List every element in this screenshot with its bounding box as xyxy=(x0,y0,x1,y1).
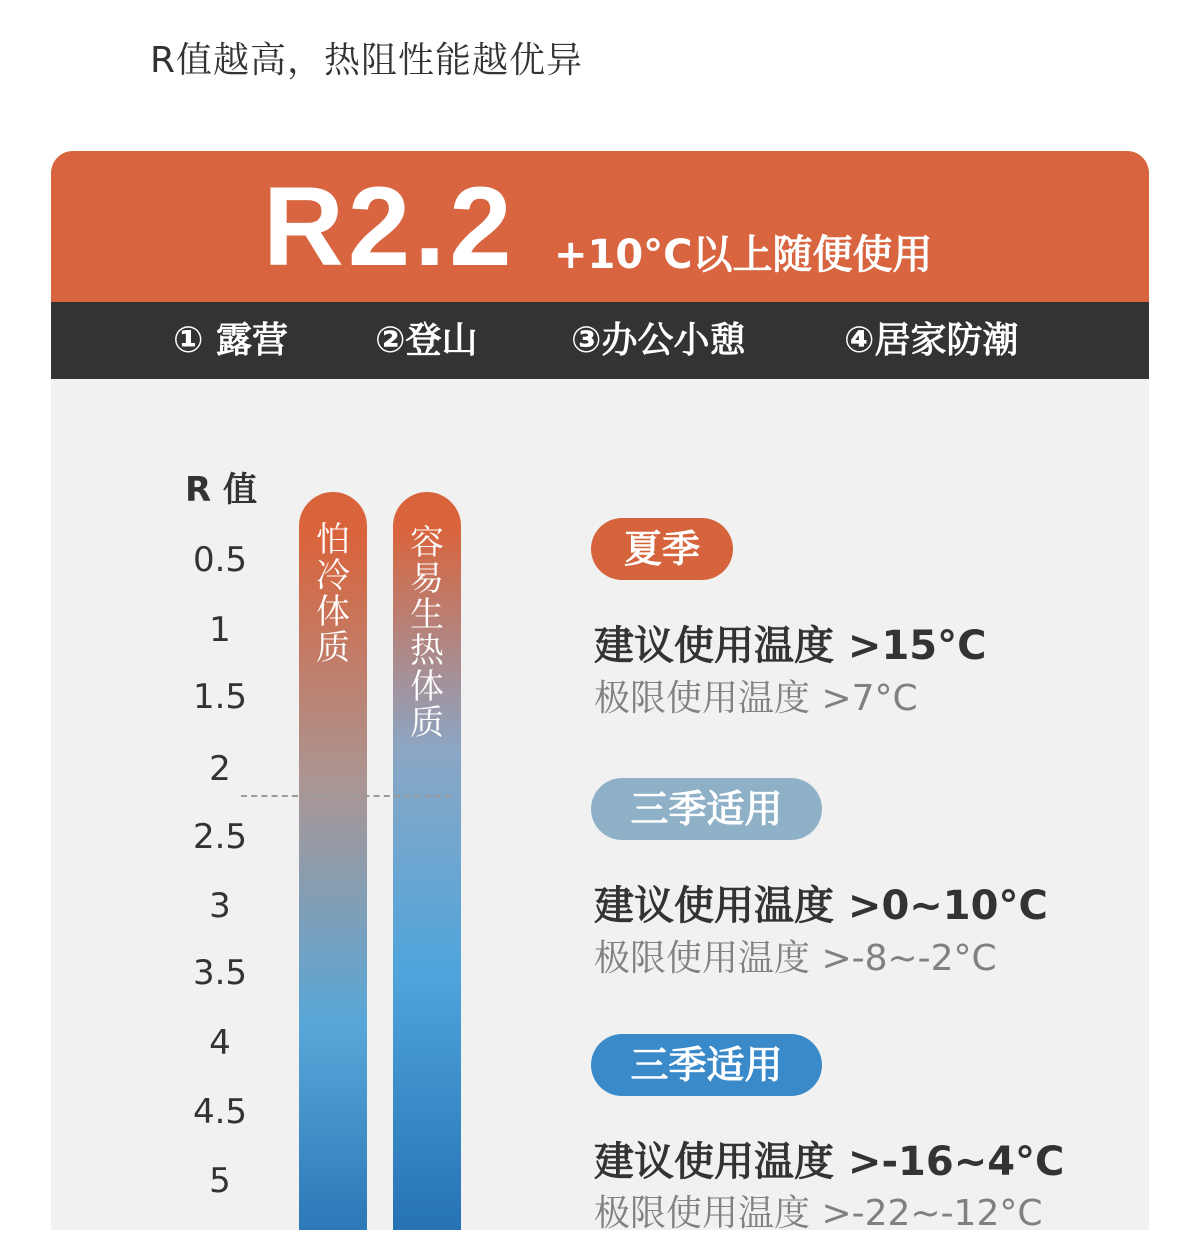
scale-tick: 2.5 xyxy=(192,817,248,857)
scale-tick: 0.5 xyxy=(192,540,248,580)
scene-camping: ① 露营 xyxy=(173,320,289,361)
scale-tick: 3 xyxy=(209,886,231,926)
season-badge-three-season: 三季适用 xyxy=(591,778,822,840)
scene-hiking: ②登山 xyxy=(375,320,478,361)
recommended-temp: 建议使用温度 >0~10°C xyxy=(594,883,1048,929)
r-value-number: R2.2 xyxy=(263,164,516,289)
r-value-banner xyxy=(51,151,1149,302)
limit-temp: 极限使用温度 >-22~-12°C xyxy=(594,1193,1043,1234)
scale-tick: 1.5 xyxy=(192,677,248,717)
limit-temp: 极限使用温度 >-8~-2°C xyxy=(594,938,997,979)
scale-tick: 1 xyxy=(209,610,231,650)
intro-text: R值越高，热阻性能越优异 xyxy=(150,40,584,81)
scale-tick: 5 xyxy=(209,1161,231,1201)
cold-sensitive-label: 怕 冷 体 质 xyxy=(316,520,350,668)
season-badge-three-season-cold: 三季适用 xyxy=(591,1034,822,1096)
scale-tick: 4 xyxy=(209,1023,231,1063)
recommended-temp: 建议使用温度 >15°C xyxy=(594,623,987,669)
scale-tick: 4.5 xyxy=(192,1092,248,1132)
limit-temp: 极限使用温度 >7°C xyxy=(594,678,918,719)
season-badge-summer: 夏季 xyxy=(591,518,733,580)
r-value-marker-line xyxy=(241,795,451,797)
scene-office-nap: ③办公小憩 xyxy=(571,320,746,361)
recommended-temp: 建议使用温度 >-16~4°C xyxy=(594,1139,1065,1185)
scenario-band xyxy=(51,302,1149,379)
heat-prone-label: 容 易 生 热 体 质 xyxy=(410,523,444,743)
scale-tick: 2 xyxy=(209,749,231,789)
usage-note: +10°C以上随便使用 xyxy=(554,232,933,278)
scene-home-moisture: ④居家防潮 xyxy=(844,320,1019,361)
r-scale-title: R 值 xyxy=(185,470,258,510)
scale-tick: 3.5 xyxy=(192,953,248,993)
